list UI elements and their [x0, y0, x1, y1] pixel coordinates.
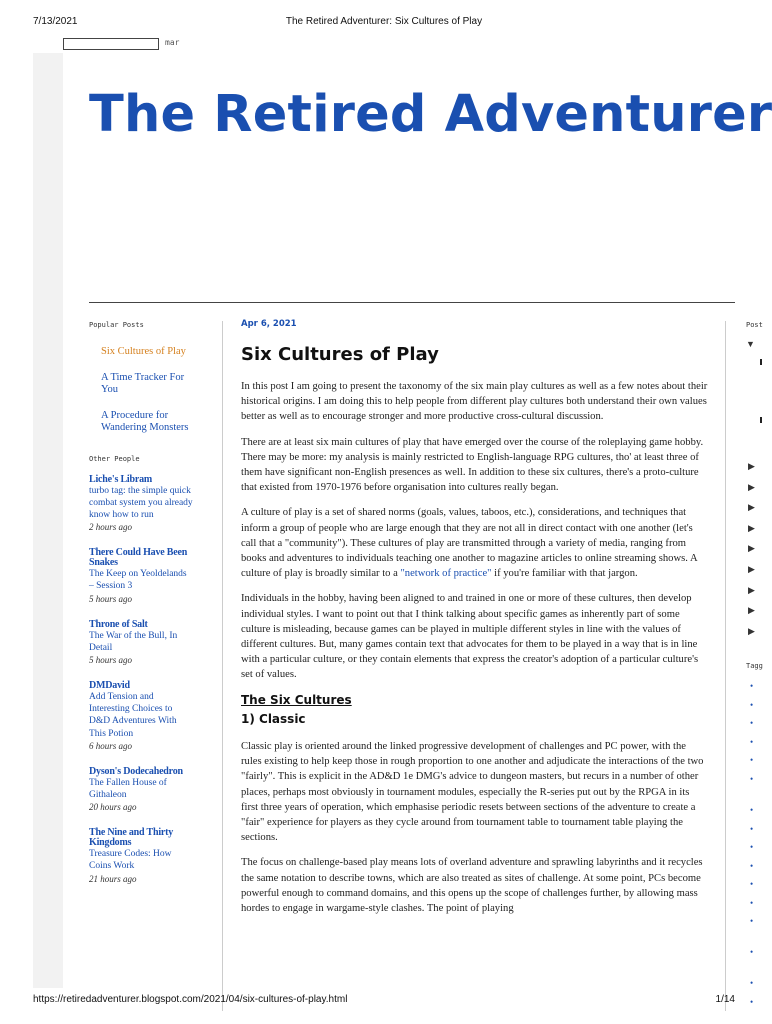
right-sidebar	[746, 321, 766, 1007]
tag-bullet[interactable]: •	[750, 879, 754, 889]
feed-time: 5 hours ago	[89, 654, 133, 665]
feed-time: 5 hours ago	[89, 593, 133, 604]
other-people-heading: Other People	[89, 454, 140, 463]
feed-item	[89, 548, 193, 604]
tag-bullet[interactable]: •	[750, 718, 754, 728]
tag-bullet[interactable]: •	[750, 947, 754, 957]
feed-post-link[interactable]: Add Tension and Interesting Choices to D&D Adventures With This Potion	[89, 691, 177, 739]
popular-post-link[interactable]: A Procedure for Wandering Monsters	[101, 409, 189, 433]
expand-right-icon[interactable]: ▶	[748, 523, 755, 533]
post-paragraph: In this post I am going to present the taxonomy of the six main play cultures as well as a few notes about their historical origins. I am doing this to help people from different play cultures both understand their own values better as well as to encourage stronger and more productive cross-cultural discussion.	[241, 381, 708, 423]
top-strip	[33, 33, 735, 53]
tag-bullet[interactable]: •	[750, 824, 754, 834]
popular-post-link[interactable]: Six Cultures of Play	[101, 346, 186, 357]
tag-bullet[interactable]: •	[750, 978, 754, 988]
blog-title[interactable]: The Retired Adventurer	[89, 85, 772, 144]
expand-right-icon[interactable]: ▶	[748, 564, 755, 574]
tag-bullet[interactable]: •	[750, 805, 754, 815]
paragraph-text: if you're familiar with that jargon.	[491, 568, 638, 580]
blog-archive-heading: Post	[746, 321, 763, 329]
print-header	[0, 16, 768, 30]
paragraph-text: A culture of play is a set of shared norms (goals, values, taboos, etc.), considerations, and techniques that inform a group of people who are large enough that they are not all in direct contact with one another (let's call that a "community"). These cultures of play are transmitted through a variety of media, ranging from books and adventures to individuals teaching one another to magazine articles to online streaming shows. A culture of play is broadly similar to a	[241, 507, 698, 580]
feed-time: 6 hours ago	[89, 740, 133, 751]
header-divider	[89, 302, 735, 303]
expand-right-icon[interactable]: ▶	[748, 502, 755, 512]
feed-item	[89, 767, 193, 813]
feed-blog-name[interactable]: Liche's Libram	[89, 473, 153, 485]
tag-bullet[interactable]: •	[750, 681, 754, 691]
post	[241, 319, 709, 926]
left-sidebar	[89, 321, 193, 900]
expand-right-icon[interactable]: ▶	[748, 605, 755, 615]
tag-bullet[interactable]: •	[750, 916, 754, 926]
post-paragraph: Classic play is oriented around the linked progressive development of challenges and PC power, with the rules existing to help keep those in rough proportion to one another and adjudicate the interactions of the two "fairly". This is explicit in the AD&D 1e DMG's advice to dungeon masters, but recurs in a number of other places, perhaps most obviously in tournament modules, especially the R-series put out by the RPGA in its first three years of operation, which emphasise periodic resets between sections of the adventure to create a "fair" experience for players as they cycle around from tournament table to tournament table playing the sections.	[241, 741, 704, 844]
post-paragraph: Individuals in the hobby, having been aligned to and trained in one or more of these cultures, then develop individual styles. I want to point out that I think talking about specific games as inherently part of some culture is misleading, because games can be played in multiple different styles in line with the values of different cultures. But, many games contain text that advocates for them to be played in a way that is in line with a particular culture, or they contain elements that express the creator's adoption of a particular culture's set of values.	[241, 593, 699, 681]
tag-bullet[interactable]: •	[750, 774, 754, 784]
popular-posts-list	[101, 346, 193, 435]
feed-blog-name[interactable]: Dyson's Dodecahedron	[89, 765, 183, 777]
network-of-practice-link[interactable]: "network of practice"	[400, 568, 492, 580]
archive-marker	[760, 359, 762, 365]
post-title[interactable]: Six Cultures of Play	[241, 344, 439, 365]
popular-post-link[interactable]: A Time Tracker For You	[101, 371, 185, 395]
expand-right-icon[interactable]: ▶	[748, 543, 755, 553]
post-body	[241, 379, 709, 916]
post-date[interactable]: Apr 6, 2021	[241, 319, 297, 329]
popular-posts-heading: Popular Posts	[89, 321, 144, 329]
feed-item	[89, 620, 193, 666]
blog-feed-list	[89, 475, 193, 885]
post-paragraph	[241, 505, 709, 581]
tags-heading: Tagg	[746, 662, 763, 670]
tag-bullet[interactable]: •	[750, 898, 754, 908]
expand-down-icon[interactable]: ▼	[746, 339, 755, 349]
feed-blog-name[interactable]: DMDavid	[89, 679, 130, 691]
feed-time: 2 hours ago	[89, 522, 133, 533]
post-paragraph: There are at least six main cultures of play that have emerged over the course of the roleplaying game hobby. There may be more: my analysis is mainly restricted to English-language RPG cultures, tho' at least three of them have significant non-English presences as well. In addition to these six cultures, there's a proto-culture that existed from 1970-1976 before organisation into cultures really began.	[241, 436, 704, 494]
search-input[interactable]	[63, 38, 159, 50]
tag-bullet[interactable]: •	[750, 997, 754, 1007]
right-column-divider	[725, 321, 726, 1011]
tag-bullet[interactable]: •	[750, 861, 754, 871]
feed-post-link[interactable]: turbo tag: the simple quick combat system you already know how to run	[89, 485, 193, 520]
search-label: mar	[165, 38, 180, 47]
feed-post-link[interactable]: The Fallen House of Githaleon	[89, 777, 167, 800]
print-page-number: 1/14	[715, 994, 735, 1005]
tag-bullet[interactable]: •	[750, 700, 754, 710]
tag-bullet[interactable]: •	[750, 842, 754, 852]
tag-bullet[interactable]: •	[750, 755, 754, 765]
section-heading: The Six Cultures	[241, 692, 352, 707]
feed-post-link[interactable]: Treasure Codes: How Coins Work	[89, 849, 172, 872]
expand-right-icon[interactable]: ▶	[748, 461, 755, 471]
tag-bullet[interactable]: •	[750, 737, 754, 747]
expand-right-icon[interactable]: ▶	[748, 626, 755, 636]
feed-blog-name[interactable]: There Could Have Been Snakes	[89, 547, 188, 569]
archive-marker	[760, 417, 762, 423]
print-url: https://retiredadventurer.blogspot.com/2021/04/six-cultures-of-play.html	[33, 994, 348, 1005]
feed-item	[89, 681, 193, 752]
sub-heading: 1) Classic	[241, 711, 306, 726]
print-title: The Retired Adventurer: Six Cultures of Play	[285, 16, 483, 27]
print-footer	[0, 994, 768, 1008]
feed-blog-name[interactable]: The Nine and Thirty Kingdoms	[89, 827, 174, 849]
feed-item	[89, 828, 193, 884]
print-date: 7/13/2021	[33, 16, 78, 27]
expand-right-icon[interactable]: ▶	[748, 585, 755, 595]
feed-time: 21 hours ago	[89, 873, 137, 884]
feed-blog-name[interactable]: Throne of Salt	[89, 618, 148, 630]
expand-right-icon[interactable]: ▶	[748, 482, 755, 492]
feed-item	[89, 475, 193, 534]
left-column-divider	[222, 321, 223, 1011]
feed-post-link[interactable]: The Keep on Yeoldelands – Session 3	[89, 569, 187, 592]
feed-post-link[interactable]: The War of the Bull, In Detail	[89, 630, 178, 653]
feed-time: 20 hours ago	[89, 802, 137, 813]
post-paragraph: The focus on challenge-based play means lots of overland adventure and sprawling labyrinths and it recycles the same notation to describe towns, which are also treated as sites of challenge. At some point, PCs become powerful enough to command domains, and this opens up the scope of challenges further, by allowing mass hordes to engage in wargame-style clashes. The point of playing	[241, 857, 703, 915]
